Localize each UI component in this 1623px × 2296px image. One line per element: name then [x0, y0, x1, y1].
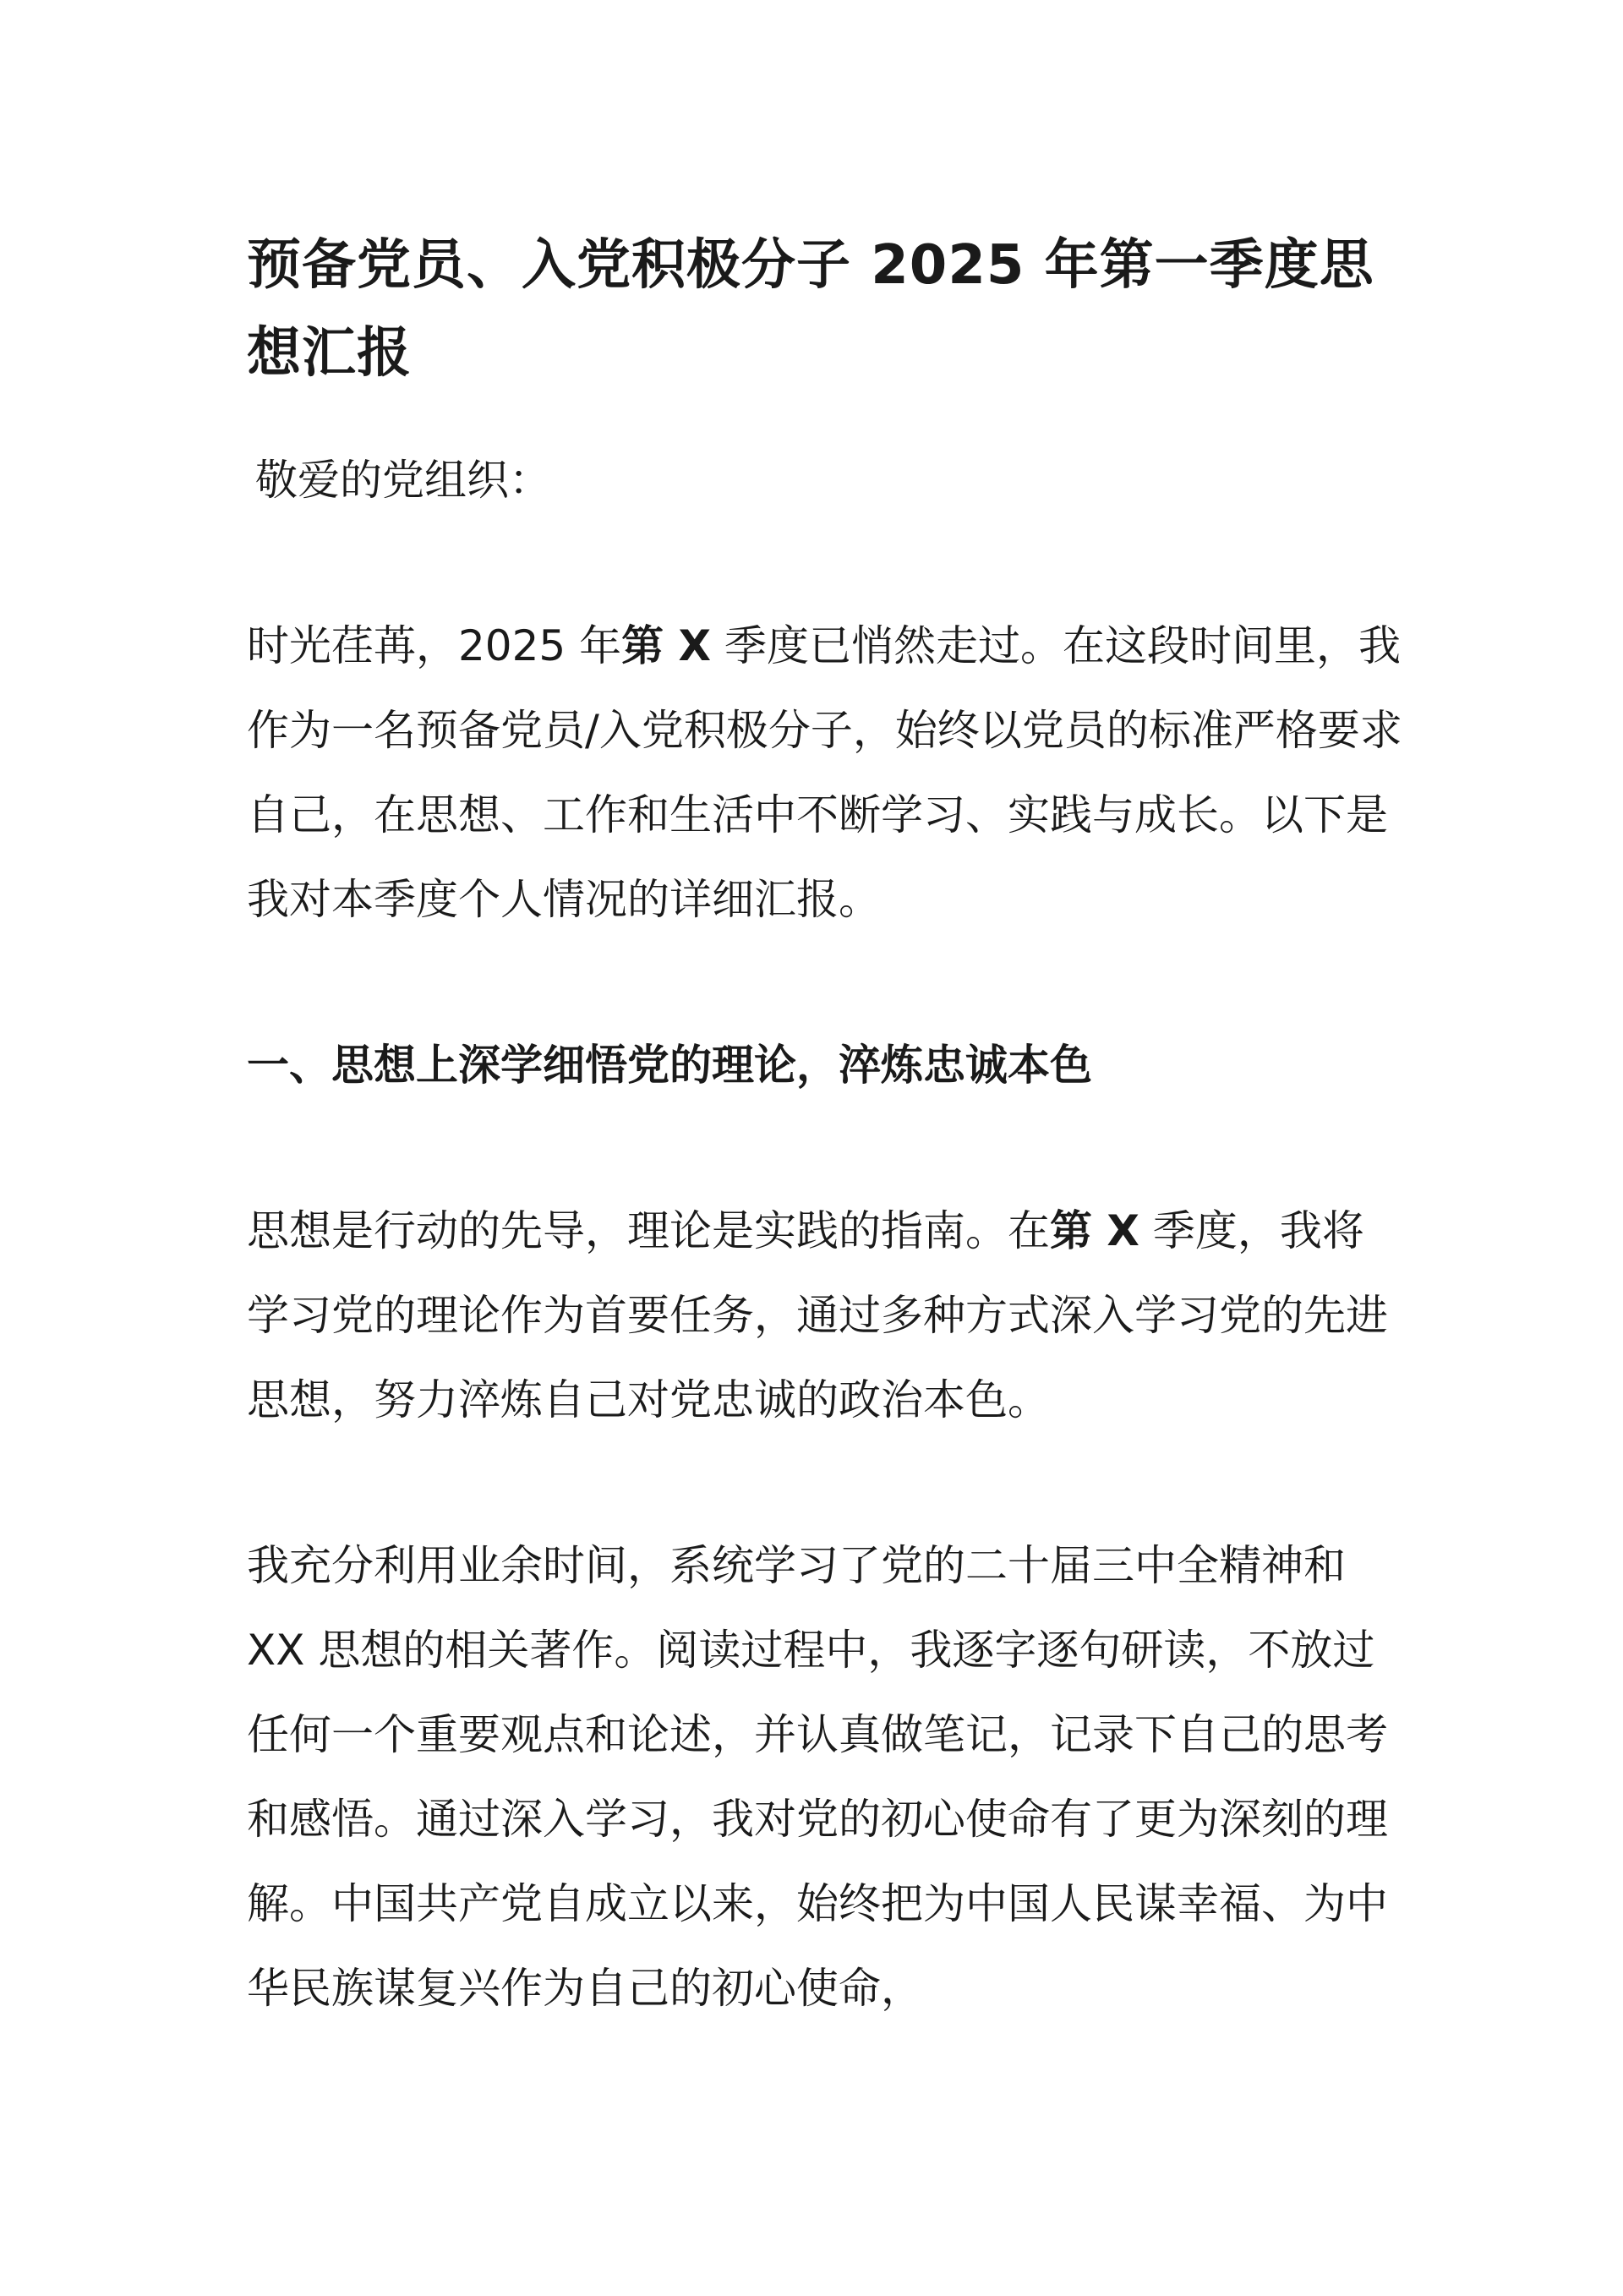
paragraph-intro	[247, 604, 1405, 942]
document-body	[247, 221, 1405, 2031]
document-title: 预备党员、入党积极分子 2025 年第一季度思想汇报	[247, 234, 1374, 385]
paragraph-study: 我充分利用业余时间，系统学习了党的二十届三中全精神和 XX 思想的相关著作。阅读过程中，我逐字逐句研读，不放过任何一个重要观点和论述，并认真做笔记，记录下自己的思考和感悟。通过深入学习，我对党的初心使命有了更为深刻的理解。中国共产党自成立以来，始终把为中国人民谋幸福、为中华民族谋复兴作为自己的初心使命，	[247, 1541, 1388, 2013]
paragraph-intro-before: 时光荏苒，2025 年	[247, 621, 622, 670]
paragraph-section1-after: 季度，我将学习党的理论作为首要任务，通过多种方式深入学习党的先进思想，努力淬炼自己对党忠诚的政治本色。	[247, 1206, 1388, 1424]
section-heading-1: 一、思想上深学细悟党的理论，淬炼忠诚本色	[247, 1041, 1092, 1090]
paragraph-section1-emphasis: 第 X	[1050, 1206, 1139, 1255]
paragraph-section1-before: 思想是行动的先导，理论是实践的指南。在	[247, 1206, 1050, 1255]
paragraph-intro-emphasis: 第 X	[621, 621, 712, 670]
paragraph-section1-intro	[247, 1189, 1405, 1442]
salutation: 敬爱的党组织：	[255, 456, 551, 505]
paragraph-intro-after: 季度已悄然走过。在这段时间里，我作为一名预备党员/入党积极分子，始终以党员的标准严格要求自己，在思想、工作和生活中不断学习、实践与成长。以下是我对本季度个人情况的详细汇报。	[247, 621, 1402, 924]
